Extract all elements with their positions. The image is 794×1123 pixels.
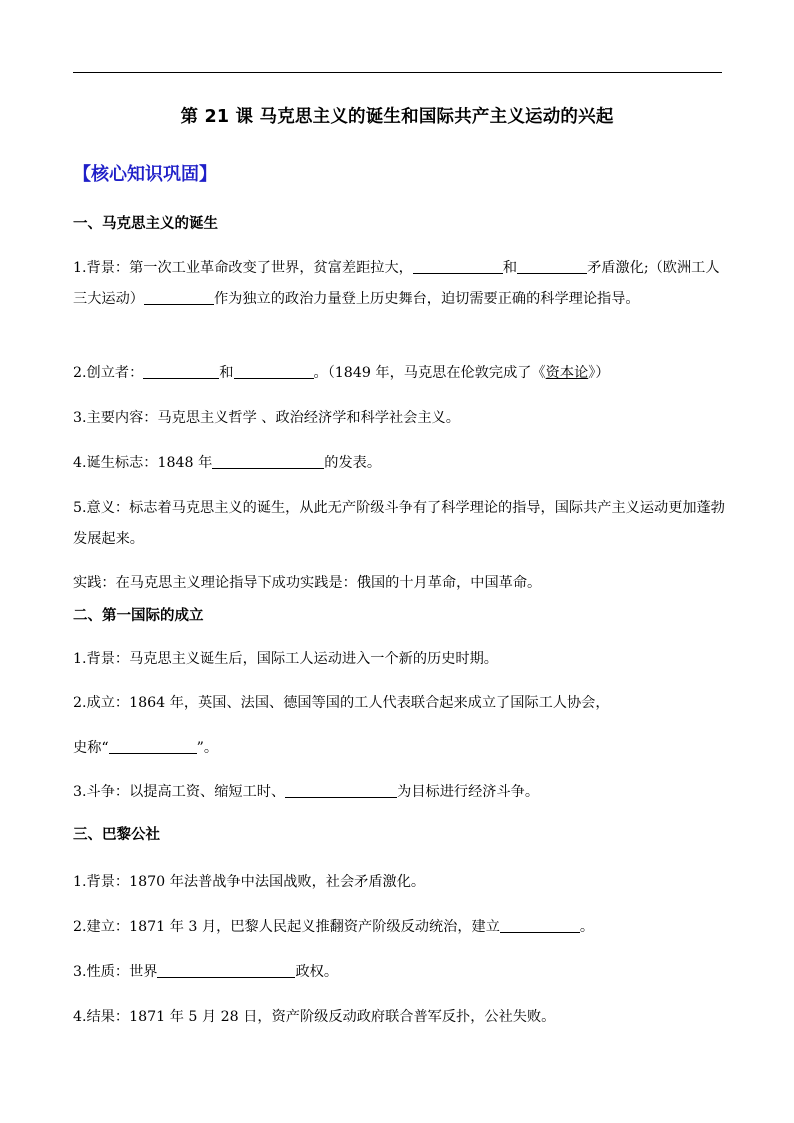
blank-field[interactable]	[413, 258, 503, 274]
part3-nature: 3.性质：世界 政权。	[73, 964, 339, 980]
part3-background: 1.背景：1870 年法普战争中法国战败，社会矛盾激化。	[73, 874, 426, 890]
part1-founders: 2.创立者： 和 。（1849 年，马克思在伦敦完成了《资本论》）	[73, 365, 610, 381]
part1-content: 3.主要内容：马克思主义哲学 、政治经济学和科学社会主义。	[73, 410, 460, 426]
part2-alias: 史称“ ”。	[73, 740, 219, 756]
part3-establish: 2.建立：1871 年 3 月，巴黎人民起义推翻资产阶级反动统治，建立 。	[73, 919, 595, 935]
part1-background: 1.背景：第一次工业革命改变了世界，贫富差距拉大， 和 矛盾激化;（欧洲工人三大运动） 作为独立的政治力量登上历史舞台，迫切需要正确的科学理论指导。	[73, 260, 720, 307]
header-rule	[73, 72, 722, 73]
heading-part2: 二、第一国际的成立	[73, 608, 204, 624]
blank-field[interactable]	[109, 738, 197, 754]
heading-part3: 三、巴黎公社	[73, 827, 160, 843]
part1-meaning: 5.意义：标志着马克思主义的诞生，从此无产阶级斗争有了科学理论的指导，国际共产主义运动更加蓬勃发展起来。	[73, 500, 725, 547]
part2-struggle: 3.斗争：以提高工资、缩短工时、 为目标进行经济斗争。	[73, 784, 540, 800]
part1-practice: 实践：在马克思主义理论指导下成功实践是：俄国的十月革命，中国革命。	[73, 575, 542, 591]
blank-field[interactable]	[157, 962, 295, 978]
part2-background: 1.背景：马克思主义诞生后，国际工人运动进入一个新的历史时期。	[73, 651, 498, 667]
blank-field[interactable]	[517, 258, 587, 274]
part2-establish: 2.成立：1864 年，英国、法国、德国等国的工人代表联合起来成立了国际工人协会，	[73, 695, 610, 711]
part1-mark: 4.诞生标志：1848 年 的发表。	[73, 455, 382, 471]
heading-part1: 一、马克思主义的诞生	[73, 216, 218, 232]
page-title: 第 21 课 马克思主义的诞生和国际共产主义运动的兴起	[180, 107, 614, 127]
section-heading: 【核心知识巩固】	[73, 164, 217, 185]
book-title: 资本论	[545, 365, 589, 381]
blank-field[interactable]	[285, 782, 397, 798]
blank-field[interactable]	[143, 363, 219, 379]
part3-result: 4.结果：1871 年 5 月 28 日，资产阶级反动政府联合普军反扑，公社失败。	[73, 1009, 556, 1025]
blank-field[interactable]	[500, 917, 580, 933]
blank-field[interactable]	[234, 363, 314, 379]
blank-field[interactable]	[212, 453, 324, 469]
blank-field[interactable]	[144, 289, 214, 305]
